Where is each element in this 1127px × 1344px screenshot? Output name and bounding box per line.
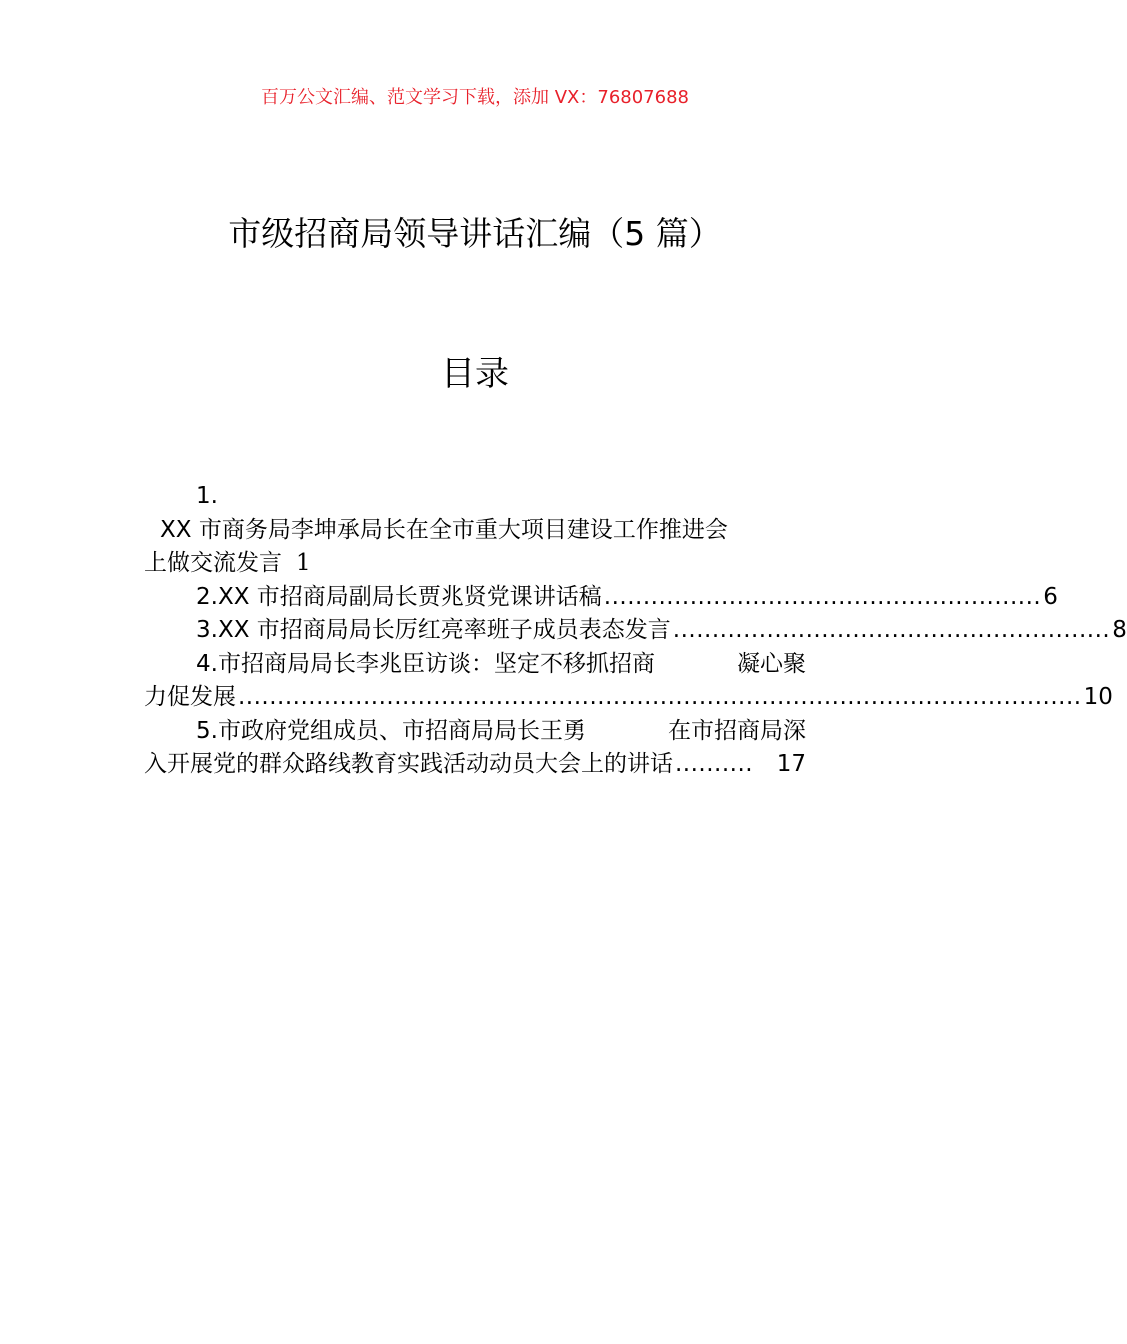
toc-entry-3-title[interactable]: 3.XX 市招商局局长厉红亮率班子成员表态发言 [196,617,671,643]
toc-entry-4-line-2[interactable] [144,681,1113,715]
toc-entry-5-line-1[interactable] [144,715,806,749]
toc-entry-4-title[interactable]: 4.市招商局局长李兆臣访谈：坚定不移抓招商 [196,650,655,677]
toc-entry-4-line-1[interactable] [144,648,806,682]
toc-entry-1-page[interactable]: 1 [296,550,311,576]
toc-entry-4-page[interactable]: 10 [1083,684,1113,710]
toc-entry-5-leader: .......... [675,751,754,777]
toc-entry-1-title-cont[interactable]: 上做交流发言 [144,550,282,576]
toc-entry-2[interactable] [144,581,1058,615]
toc-entry-1-line-1 [144,514,806,548]
toc-entry-4-title-cont[interactable]: 力促发展 [144,684,236,710]
toc-entry-1-title[interactable]: XX 市商务局李坤承局长在全市重大项目建设工作推进会 [160,516,728,543]
promo-banner-text: 百万公文汇编、范文学习下载，添加 VX：76807688 [261,87,689,108]
toc-entry-5-title-b[interactable]: 在市招商局深 [668,717,806,744]
toc-entry-4-leader: ............................................................................................................ [238,684,1082,710]
toc-entry-3[interactable] [144,614,1127,648]
document-title: 市级招商局领导讲话汇编（5 篇） [228,214,722,253]
toc-entry-3-page[interactable]: 8 [1112,617,1127,643]
promo-banner [0,86,950,110]
toc-entry-5-title[interactable]: 5.市政府党组成员、市招商局局长王勇 [196,717,586,744]
toc-heading: 目录 [441,354,509,394]
toc-entry-5-title-cont[interactable]: 入开展党的群众路线教育实践活动动员大会上的讲话 [144,751,673,777]
toc-entry-5-line-2[interactable] [144,748,806,782]
toc-entry-2-leader: ........................................................ [603,583,1042,610]
table-of-contents [144,480,1127,782]
toc-entry-1-line-2 [144,547,806,581]
toc-entry-5-page[interactable]: 17 [776,751,806,777]
toc-entry-2-title[interactable]: 2.XX 市招商局副局长贾兆贤党课讲话稿 [196,583,602,610]
toc-entry-4-title-b[interactable]: 凝心聚 [737,650,806,677]
toc-entry-1-number[interactable]: 1. [196,483,218,509]
toc-entry-2-page[interactable]: 6 [1043,583,1058,610]
toc-entry-3-leader: ........................................................ [672,617,1111,643]
toc-entry-1-number-line [144,480,806,514]
